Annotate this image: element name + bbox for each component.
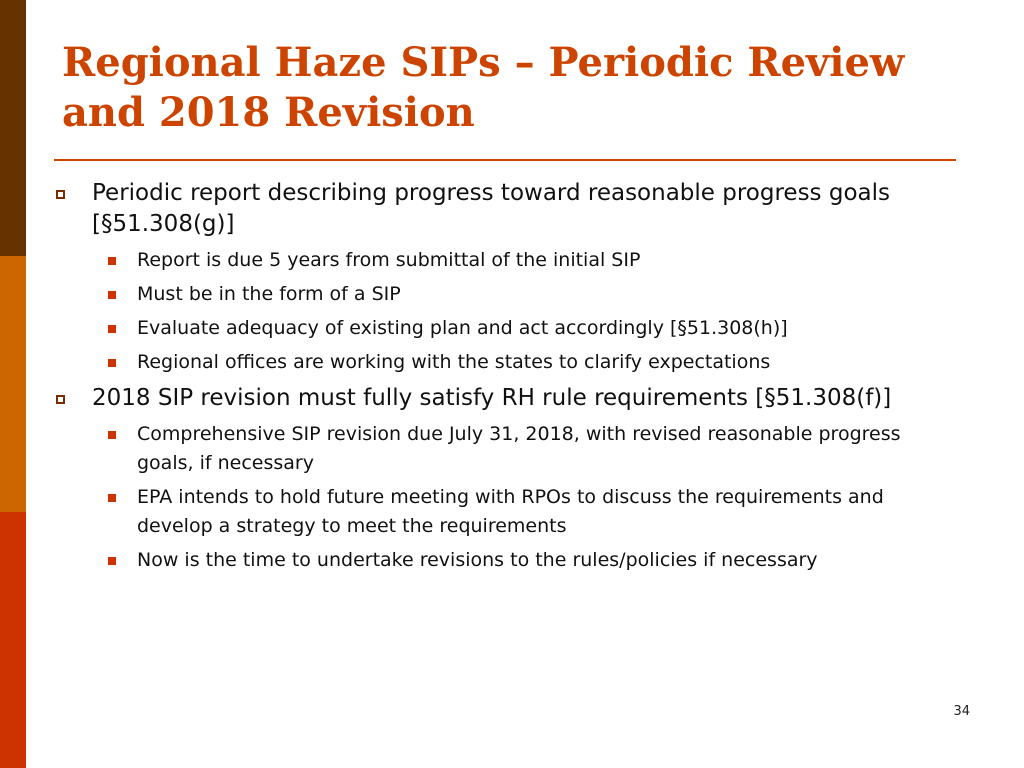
slide-title-line-1: Regional Haze SIPs – Periodic Review bbox=[62, 39, 905, 86]
sub-bullet-list bbox=[52, 246, 962, 377]
filled-square-bullet-icon bbox=[108, 325, 116, 333]
filled-square-bullet-icon bbox=[108, 431, 116, 439]
sub-bullet-item bbox=[52, 483, 962, 541]
filled-square-bullet-icon bbox=[108, 291, 116, 299]
sub-bullet-item bbox=[52, 420, 962, 478]
hollow-square-bullet-icon bbox=[56, 395, 65, 404]
bullet-item bbox=[52, 383, 962, 414]
sidebar-segment-top bbox=[0, 0, 26, 256]
sub-bullet-item bbox=[52, 246, 962, 275]
bullet-text: 2018 SIP revision must fully satisfy RH rule requirements [§51.308(f)] bbox=[92, 385, 892, 411]
sub-bullet-item bbox=[52, 348, 962, 377]
slide-title-line-2: and 2018 Revision bbox=[62, 89, 475, 136]
sub-bullet-item bbox=[52, 280, 962, 309]
filled-square-bullet-icon bbox=[108, 257, 116, 265]
sub-bullet-text: Comprehensive SIP revision due July 31, 2018, with revised reasonable progress goals, if necessary bbox=[137, 423, 901, 474]
sub-bullet-item bbox=[52, 314, 962, 343]
sub-bullet-text: Regional offices are working with the states to clarify expectations bbox=[137, 351, 771, 373]
sidebar-segment-bottom bbox=[0, 512, 26, 768]
decorative-sidebar bbox=[0, 0, 26, 768]
page-number: 34 bbox=[953, 704, 970, 719]
title-divider bbox=[54, 159, 956, 161]
sidebar-segment-middle bbox=[0, 256, 26, 512]
slide-title bbox=[62, 38, 962, 138]
filled-square-bullet-icon bbox=[108, 494, 116, 502]
bullet-text: Periodic report describing progress toward reasonable progress goals [§51.308(g)] bbox=[92, 180, 890, 237]
hollow-square-bullet-icon bbox=[56, 190, 65, 199]
filled-square-bullet-icon bbox=[108, 359, 116, 367]
sub-bullet-text: Now is the time to undertake revisions to the rules/policies if necessary bbox=[137, 549, 818, 571]
slide-content bbox=[52, 178, 962, 581]
sub-bullet-text: EPA intends to hold future meeting with RPOs to discuss the requirements and develop a strategy to meet the requirements bbox=[137, 486, 884, 537]
filled-square-bullet-icon bbox=[108, 557, 116, 565]
bullet-item bbox=[52, 178, 962, 240]
sub-bullet-item bbox=[52, 546, 962, 575]
sub-bullet-text: Evaluate adequacy of existing plan and act accordingly [§51.308(h)] bbox=[137, 317, 788, 339]
sub-bullet-text: Must be in the form of a SIP bbox=[137, 283, 401, 305]
sub-bullet-list bbox=[52, 420, 962, 575]
sub-bullet-text: Report is due 5 years from submittal of the initial SIP bbox=[137, 249, 641, 271]
